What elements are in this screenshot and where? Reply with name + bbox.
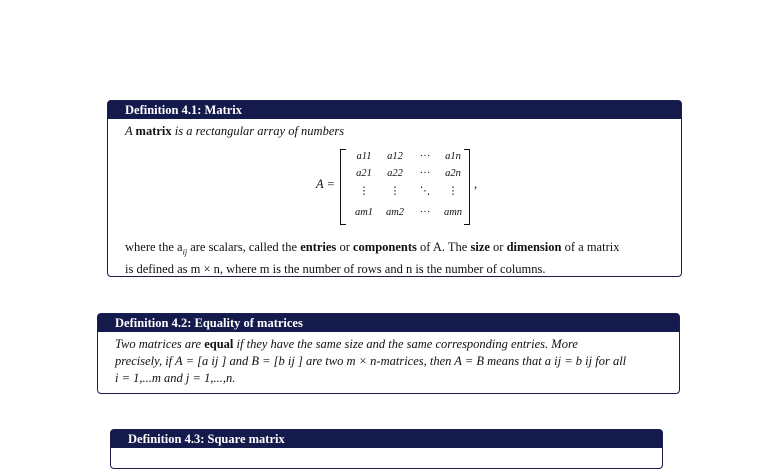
matrix-cell: a12 bbox=[387, 151, 403, 162]
matrix-cell: a2n bbox=[445, 168, 461, 179]
matrix-comma: , bbox=[474, 177, 478, 191]
matrix-display bbox=[316, 149, 516, 229]
definition-header bbox=[98, 314, 679, 332]
matrix-cell: a1n bbox=[445, 151, 461, 162]
definition-label: Definition 4.2: bbox=[115, 316, 192, 330]
definition-title: Equality of matrices bbox=[194, 316, 303, 330]
matrix-cell: ⋱ bbox=[419, 186, 431, 197]
matrix-cell: a11 bbox=[356, 151, 372, 162]
matrix-cell: am1 bbox=[354, 207, 374, 218]
definition-header bbox=[108, 101, 681, 119]
definition-intro: A matrix is a rectangular array of numbers bbox=[125, 124, 345, 138]
definition-explanation: where the $a_{ij}$ are scalars, called the entries or components of A. The size or dimension of a matrix is defined as m × n, where m is the number of rows and n is the number of columns. bbox=[125, 240, 620, 276]
definition-header bbox=[111, 430, 662, 448]
definition-title: Square matrix bbox=[207, 432, 285, 446]
definition-title: Matrix bbox=[204, 103, 242, 117]
definition-matrix-box bbox=[107, 100, 682, 277]
matrix-cell: ··· bbox=[419, 207, 431, 218]
matrix-cell: ··· bbox=[419, 151, 431, 162]
matrix-cell: am2 bbox=[385, 207, 405, 218]
definition-label: Definition 4.3: bbox=[128, 432, 205, 446]
right-bracket bbox=[464, 149, 470, 225]
definition-body: Two matrices are equal if they have the same size and the same corresponding entries. More precisely, if A = [a ij ] and B = [b ij ] are two m × n-matrices, then A = B means that a ij = b ij for all i = 1,...m and j = 1,...,n. bbox=[115, 337, 627, 385]
definition-label: Definition 4.1: bbox=[125, 103, 202, 117]
matrix-cell: ⋮ bbox=[447, 186, 459, 197]
matrix-cell: amn bbox=[443, 207, 463, 218]
matrix-cell: a21 bbox=[356, 168, 372, 179]
definition-square-box bbox=[110, 429, 663, 469]
matrix-cells bbox=[348, 151, 466, 224]
matrix-cell: ··· bbox=[419, 168, 431, 179]
definition-equality-box bbox=[97, 313, 680, 394]
left-bracket bbox=[340, 149, 346, 225]
matrix-cell: a22 bbox=[387, 168, 403, 179]
matrix-lhs: A = bbox=[316, 177, 335, 191]
matrix-cell: ⋮ bbox=[389, 186, 401, 197]
matrix-cell: ⋮ bbox=[358, 186, 370, 197]
